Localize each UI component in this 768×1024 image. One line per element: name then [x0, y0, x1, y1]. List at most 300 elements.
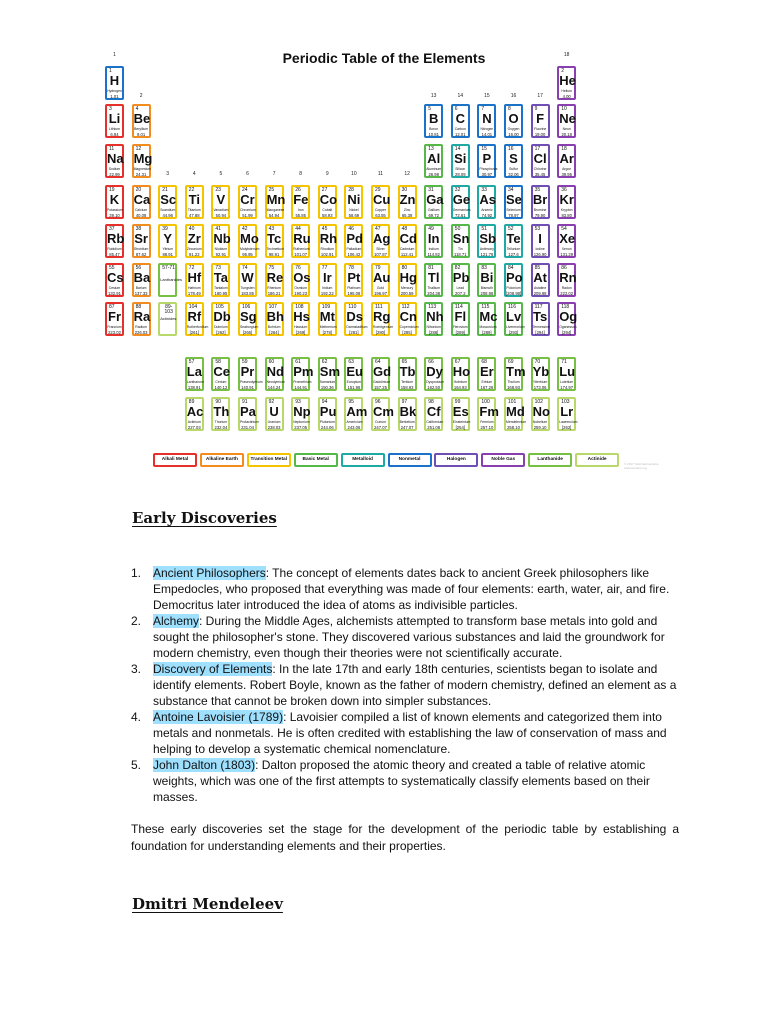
- element-name: Osmium: [294, 286, 307, 290]
- atomic-number: 31: [428, 187, 434, 193]
- element-name: Neptunium: [293, 420, 310, 424]
- atomic-number: 61: [295, 359, 301, 365]
- discovery-list: [131, 565, 686, 805]
- element-cell: [424, 357, 443, 391]
- element-cell: [238, 263, 257, 297]
- atomic-number: 28: [348, 187, 354, 193]
- legend-item: Noble Gas: [481, 453, 525, 467]
- atomic-mass: 63.55: [375, 213, 386, 218]
- element-cell: [557, 397, 576, 431]
- element-cell: [477, 224, 496, 258]
- element-symbol: Pr: [240, 364, 255, 379]
- element-cell: [185, 263, 204, 297]
- atomic-number: 54: [561, 226, 567, 232]
- element-symbol: Te: [506, 231, 521, 246]
- element-cell: [424, 224, 443, 258]
- element-symbol: Pa: [240, 404, 256, 419]
- element-cell: [185, 357, 204, 391]
- element-name: Dysprosium: [426, 380, 445, 384]
- group-number: 4: [192, 171, 196, 177]
- element-cell: [344, 397, 368, 431]
- element-name: Oganesson: [559, 325, 577, 329]
- atomic-number: 37: [109, 226, 115, 232]
- element-cell: [557, 144, 576, 178]
- element-cell: [344, 263, 363, 297]
- atomic-number: 57-71: [162, 265, 175, 271]
- atomic-mass: 78.97: [508, 213, 519, 218]
- atomic-number: 103: [561, 399, 570, 405]
- atomic-mass: 83.80: [561, 213, 572, 218]
- atomic-number: 78: [348, 265, 354, 271]
- atomic-number: 26: [295, 187, 301, 193]
- element-name: Strontium: [133, 247, 149, 251]
- atomic-number: 110: [348, 304, 357, 310]
- atomic-number: 84: [508, 265, 514, 271]
- list-text: : The concept of elements dates back to ancient Greek philosophers like Empedocles, who proposed that everything was made of four elements: earth, water, air, and fire. Democritus later introduced the idea of atoms as indivisible particles.: [153, 566, 670, 612]
- element-cell: [398, 224, 417, 258]
- atomic-mass: 44.96: [162, 213, 173, 218]
- element-cell: [451, 144, 470, 178]
- element-cell: [531, 104, 550, 138]
- atomic-mass: 186.21: [267, 291, 281, 296]
- element-symbol: W: [241, 270, 254, 285]
- atomic-mass: 247.07: [400, 425, 414, 430]
- atomic-mass: 9.01: [137, 132, 146, 137]
- element-cell: [105, 302, 124, 336]
- element-symbol: Ar: [559, 151, 574, 166]
- element-name: Mercury: [400, 286, 414, 290]
- group-number: 17: [537, 93, 543, 99]
- element-name: Nickel: [349, 208, 359, 212]
- atomic-number: 109: [321, 304, 331, 310]
- element-cell: [531, 357, 550, 391]
- atomic-number: 64: [375, 359, 381, 365]
- element-name: Boron: [429, 127, 439, 131]
- atomic-number: 46: [348, 226, 354, 232]
- element-symbol: Co: [319, 192, 338, 207]
- element-symbol: Og: [559, 309, 578, 324]
- element-name: Bohrium: [267, 325, 281, 329]
- element-name: Ytterbium: [532, 380, 548, 384]
- element-cell: [504, 224, 523, 258]
- element-symbol: Pt: [347, 270, 361, 285]
- element-name: Zinc: [403, 208, 411, 212]
- atomic-mass: 232.04: [214, 425, 228, 430]
- element-symbol: Os: [293, 270, 311, 285]
- element-name: Tantalum: [214, 286, 228, 290]
- element-cell: [531, 224, 550, 258]
- atomic-mass: 164.93: [453, 385, 467, 390]
- atomic-number: 71: [561, 359, 567, 365]
- atomic-mass: [264]: [269, 330, 279, 335]
- element-cell: [504, 185, 523, 219]
- atomic-number: 111: [375, 304, 383, 310]
- element-name: Copernicium: [399, 325, 419, 329]
- atomic-number: 51: [481, 226, 487, 232]
- element-name: Tungsten: [240, 286, 255, 290]
- atomic-number: 25: [268, 187, 275, 193]
- atomic-mass: 98.91: [268, 252, 280, 257]
- element-cell: [318, 224, 337, 258]
- atomic-mass: 231.04: [241, 425, 254, 430]
- atomic-mass: [286]: [429, 330, 439, 335]
- atomic-number: 15: [481, 146, 487, 152]
- element-name: Helium: [561, 89, 572, 93]
- atomic-number: 30: [401, 187, 408, 193]
- element-name: Terbium: [401, 380, 414, 384]
- element-name: Iridium: [322, 286, 333, 290]
- atomic-number: 99: [454, 399, 461, 405]
- element-name: Palladium: [346, 247, 362, 251]
- element-name: Rhodium: [320, 247, 335, 251]
- atomic-number: 12: [135, 146, 142, 152]
- atomic-number: 41: [215, 226, 221, 232]
- element-symbol: Hf: [187, 270, 202, 285]
- atomic-number: 23: [215, 187, 221, 193]
- atomic-number: 83: [481, 265, 487, 271]
- element-cell: [158, 302, 177, 336]
- atomic-mass: 144.91: [294, 385, 308, 390]
- atomic-mass: 195.08: [347, 291, 361, 296]
- atomic-mass: 157.25: [374, 385, 387, 390]
- group-number: 11: [377, 171, 384, 177]
- atomic-mass: [289]: [482, 330, 492, 335]
- element-name: Lanthanides: [160, 277, 182, 282]
- element-cell: [398, 302, 417, 336]
- element-name: Actinides: [160, 316, 177, 321]
- atomic-mass: 162.50: [427, 385, 441, 390]
- element-cell: [132, 224, 151, 258]
- group-number: 1: [113, 52, 116, 58]
- element-symbol: Ts: [532, 309, 548, 324]
- atomic-number: 82: [454, 265, 461, 271]
- list-number: 1.: [131, 566, 142, 580]
- element-name: Europium: [346, 380, 362, 384]
- element-name: Lawrencium: [559, 420, 578, 424]
- atomic-mass: 88.91: [162, 252, 173, 257]
- element-cell: [424, 185, 443, 219]
- legend-item: Transition Metal: [247, 453, 291, 467]
- element-cell: [557, 185, 576, 219]
- element-name: Bismuth: [480, 286, 494, 290]
- atomic-number: 72: [188, 265, 195, 271]
- element-name: Bromine: [533, 208, 547, 212]
- element-symbol: Fm: [479, 404, 499, 419]
- element-cell: [531, 302, 550, 336]
- atomic-number: 112: [401, 304, 410, 310]
- element-cell: [451, 224, 470, 258]
- atomic-number: 49: [428, 226, 434, 232]
- element-name: Francium: [107, 325, 122, 329]
- atomic-mass: 180.95: [214, 291, 228, 296]
- element-symbol: O: [508, 111, 519, 126]
- element-symbol: Ir: [322, 270, 332, 285]
- element-symbol: Ca: [133, 192, 151, 207]
- element-cell: [265, 302, 284, 336]
- atomic-number: 11: [109, 146, 115, 152]
- atomic-mass: 118.71: [454, 252, 467, 257]
- element-cell: [531, 263, 550, 297]
- group-number: 12: [404, 171, 410, 177]
- element-symbol: Xe: [559, 231, 576, 246]
- atomic-number: 85: [534, 265, 541, 271]
- highlighted-term: Discovery of Elements: [153, 662, 273, 676]
- atomic-number: 107: [268, 304, 277, 310]
- element-symbol: Tc: [266, 231, 282, 246]
- element-name: Silver: [376, 247, 385, 251]
- element-name: Rubidium: [107, 247, 122, 251]
- element-name: Dubnium: [214, 325, 228, 329]
- atomic-mass: [261]: [189, 330, 199, 335]
- element-name: Moscovium: [479, 325, 497, 329]
- element-name: Neon: [562, 127, 571, 131]
- atomic-number: 80: [401, 265, 408, 271]
- element-name: Silicon: [455, 167, 466, 171]
- atomic-mass: 258.10: [507, 425, 520, 430]
- atomic-mass: 40.08: [135, 213, 147, 218]
- atomic-mass: 14.01: [481, 132, 493, 137]
- element-cell: [211, 185, 230, 219]
- atomic-number: 65: [401, 359, 408, 365]
- element-name: Praseodymium: [240, 380, 263, 384]
- list-number: 5.: [131, 758, 142, 772]
- element-symbol: Ag: [373, 231, 391, 246]
- element-cell: [531, 185, 550, 219]
- atomic-number: 81: [428, 265, 434, 271]
- group-number: 16: [510, 93, 517, 99]
- element-cell: [344, 185, 363, 219]
- atomic-number: 91: [242, 399, 248, 405]
- atomic-mass: 243.06: [347, 425, 361, 430]
- highlighted-term: Antoine Lavoisier (1789): [153, 710, 284, 724]
- element-name: Gallium: [427, 208, 440, 212]
- element-cell: [132, 144, 151, 178]
- atomic-number: 39: [162, 226, 168, 232]
- element-symbol: Tm: [506, 364, 526, 379]
- list-text: : Dalton proposed the atomic theory and created a table of relative atomic weights, which was one of the first attempts to systematically classify elements based on their masses.: [153, 758, 650, 804]
- element-cell: [531, 144, 550, 178]
- atomic-mass: [266]: [242, 330, 253, 335]
- element-cell: [318, 302, 337, 336]
- element-symbol: N: [482, 111, 492, 126]
- atomic-mass: 10.81: [428, 132, 439, 137]
- element-cell: [238, 302, 257, 336]
- copyright-note: © 2017 Todd Helmenstine sciencenotes.org: [624, 462, 659, 470]
- atomic-mass: 74.92: [481, 213, 493, 218]
- element-symbol: Si: [454, 151, 467, 166]
- atomic-mass: 150.36: [320, 385, 334, 390]
- atomic-mass: 251.08: [427, 425, 441, 430]
- atomic-mass: 106.42: [347, 252, 361, 257]
- element-name: Hydrogen: [107, 89, 122, 93]
- element-cell: [371, 224, 390, 258]
- element-name: Tellurium: [506, 247, 521, 251]
- element-symbol: Ds: [346, 309, 364, 324]
- element-name: Thulium: [507, 380, 520, 384]
- element-name: Samarium: [319, 380, 336, 384]
- atomic-number: 2: [561, 68, 564, 74]
- atomic-number: 8: [508, 106, 511, 112]
- atomic-mass: [294]: [562, 330, 572, 335]
- element-name: Platinum: [347, 286, 361, 290]
- atomic-mass: 35.45: [534, 172, 546, 177]
- element-symbol: Au: [373, 270, 391, 285]
- group-number: 8: [299, 171, 303, 177]
- element-symbol: Ba: [133, 270, 151, 285]
- atomic-mass: 140.12: [214, 385, 228, 390]
- element-symbol: Pm: [293, 364, 314, 379]
- element-symbol: Ce: [213, 364, 231, 379]
- list-text: : During the Middle Ages, alchemists attempted to transform base metals into gold and sought the philosopher's stone. They discovered various substances and laid the groundwork for modern chemistry, even though their theories were not scientifically accurate.: [153, 614, 665, 660]
- atomic-number: 75: [268, 265, 275, 271]
- atomic-mass: [269]: [296, 330, 306, 335]
- atomic-number: 89: [188, 399, 195, 405]
- element-name: Krypton: [560, 208, 573, 212]
- element-symbol: Cl: [533, 151, 547, 166]
- element-symbol: Hs: [293, 309, 310, 324]
- element-symbol: Ho: [452, 364, 471, 379]
- atomic-mass: 12.01: [455, 132, 466, 137]
- atomic-mass: 69.72: [428, 213, 439, 218]
- atomic-number: 27: [321, 187, 328, 193]
- atomic-mass: 28.09: [455, 172, 466, 177]
- element-name: Beryllium: [134, 127, 149, 131]
- element-name: Neodymium: [266, 380, 285, 384]
- legend-item: Actinide: [575, 453, 619, 467]
- element-symbol: Rn: [559, 270, 577, 285]
- element-cell: [185, 302, 209, 336]
- element-symbol: Lu: [559, 364, 576, 379]
- group-number: 7: [272, 171, 276, 177]
- element-symbol: Lv: [506, 309, 522, 324]
- element-cell: [371, 302, 394, 336]
- element-name: Manganese: [266, 208, 285, 212]
- element-symbol: Ga: [426, 192, 444, 207]
- atomic-number: 55: [109, 265, 115, 271]
- element-name: Hafnium: [187, 286, 201, 290]
- element-symbol: Es: [452, 404, 469, 419]
- atomic-number: 62: [321, 359, 328, 365]
- element-name: Molybdenum: [240, 247, 260, 251]
- element-name: Lutetium: [560, 380, 574, 384]
- atomic-number: 44: [295, 226, 301, 232]
- atomic-mass: 174.97: [560, 385, 574, 390]
- element-name: Cobalt: [322, 208, 333, 212]
- element-symbol: Mc: [479, 309, 498, 324]
- element-symbol: Am: [346, 404, 368, 419]
- atomic-mass: 16.00: [508, 132, 519, 137]
- atomic-number: 73: [215, 265, 221, 271]
- element-symbol: Pu: [319, 404, 337, 419]
- atomic-number: 58: [215, 359, 221, 365]
- element-symbol: C: [455, 111, 465, 126]
- element-symbol: Nh: [426, 309, 444, 324]
- list-item: [131, 565, 686, 613]
- element-symbol: V: [216, 192, 226, 207]
- element-name: Hassium: [294, 325, 308, 329]
- element-symbol: Nb: [213, 231, 231, 246]
- element-cell: [424, 302, 443, 336]
- element-symbol: Hg: [399, 270, 417, 285]
- periodic-table-title: Periodic Table of the Elements: [282, 50, 486, 66]
- element-symbol: F: [536, 111, 545, 126]
- atomic-number: 59: [242, 359, 248, 365]
- atomic-mass: 101.07: [294, 252, 308, 257]
- element-name: Radon: [561, 286, 572, 290]
- element-cell: [132, 263, 151, 297]
- element-cell: [424, 397, 443, 431]
- element-symbol: He: [559, 73, 576, 88]
- element-cell: [531, 397, 550, 431]
- element-symbol: Kr: [559, 192, 574, 207]
- atomic-number: 74: [242, 265, 248, 271]
- group-number: 18: [563, 52, 570, 58]
- element-symbol: Se: [506, 192, 522, 207]
- element-name: Actinium: [187, 420, 201, 424]
- element-symbol: Lr: [560, 404, 574, 419]
- element-name: Meitnerium: [319, 325, 337, 329]
- element-symbol: Zr: [187, 231, 201, 246]
- element-cell: [238, 224, 260, 258]
- element-cell: [504, 357, 526, 391]
- element-name: Yttrium: [162, 247, 174, 251]
- atomic-mass: [285]: [402, 330, 412, 335]
- element-symbol: Sn: [452, 231, 470, 246]
- atomic-number: 66: [428, 359, 434, 365]
- element-name: Rutherfordium: [186, 325, 209, 329]
- atomic-number: 98: [428, 399, 434, 405]
- atomic-number: 96: [375, 399, 381, 405]
- group-number: 3: [166, 171, 170, 177]
- element-name: Barium: [135, 286, 147, 290]
- atomic-mass: [294]: [535, 330, 545, 335]
- element-name: Gold: [376, 286, 385, 290]
- element-name: Indium: [428, 247, 439, 251]
- atomic-mass: 167.26: [480, 385, 494, 390]
- atomic-mass: [278]: [322, 330, 332, 335]
- element-cell: [424, 144, 443, 178]
- element-name: Ruthenium: [293, 247, 310, 251]
- list-number: 3.: [131, 662, 142, 676]
- element-cell: [557, 263, 576, 297]
- element-symbol: Gd: [373, 364, 392, 379]
- atomic-mass: 204.38: [427, 291, 441, 296]
- atomic-number: 40: [188, 226, 195, 232]
- atomic-mass: 55.85: [295, 213, 306, 218]
- atomic-number: 97: [401, 399, 408, 405]
- element-symbol: Bh: [266, 309, 284, 324]
- atomic-number: 29: [375, 187, 381, 193]
- group-number: 9: [325, 171, 329, 177]
- section-heading-early-discoveries: Early Discoveries: [132, 509, 277, 527]
- element-name: Radium: [135, 325, 147, 329]
- atomic-number: 56: [135, 265, 142, 271]
- element-cell: [318, 263, 337, 297]
- element-cell: [238, 185, 257, 219]
- element-cell: [158, 185, 177, 219]
- atomic-mass: 200.59: [400, 291, 414, 296]
- element-cell: [105, 104, 124, 138]
- element-symbol: Rb: [107, 231, 125, 246]
- atomic-number: 63: [348, 359, 354, 365]
- atomic-mass: 102.91: [320, 252, 334, 257]
- element-symbol: Cf: [426, 404, 441, 419]
- element-name: Holmium: [453, 380, 467, 384]
- atomic-number: 42: [242, 226, 248, 232]
- element-cell: [291, 263, 310, 297]
- element-cell: [371, 357, 390, 391]
- atomic-mass: 51.99: [242, 213, 253, 218]
